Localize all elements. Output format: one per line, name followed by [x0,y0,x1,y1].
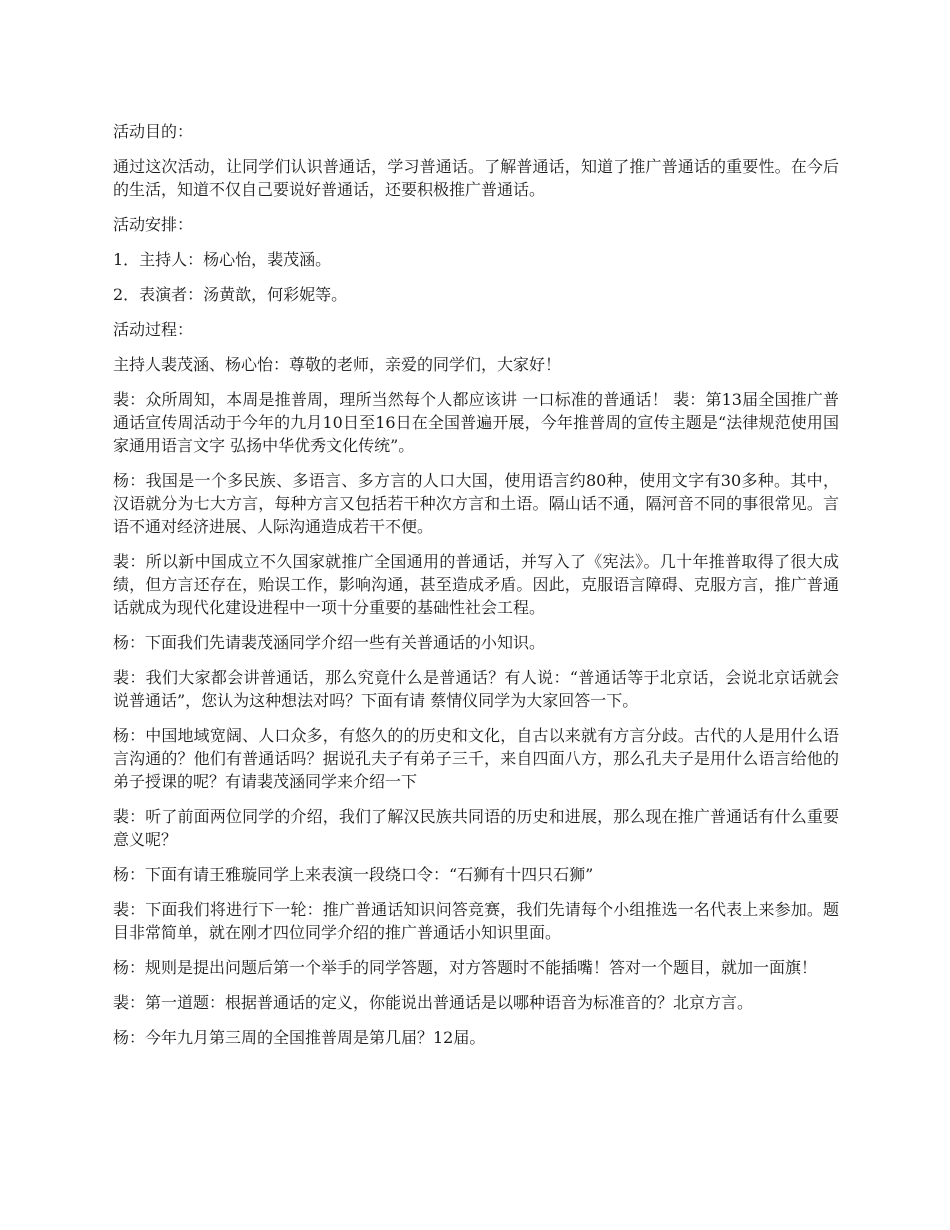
dialogue-line: 裴：众所周知，本周是推普周，理所当然每个人都应该讲 一口标准的普通话！ 裴：第13届全国推广普通话宣传周活动于今年的九月10日至16日在全国普遍开展，今年推普周的宣传主题是“法律规范使用国家通用语言文字 弘扬中华优秀文化传统”。 [113,390,839,455]
list-item-performers: 2．表演者：汤黄歆，何彩妮等。 [113,285,348,304]
heading-activity-arrangement: 活动安排： [113,215,194,234]
dialogue-line: 杨：中国地域宽阔、人口众多，有悠久的的历史和文化，自古以来就有方言分歧。古代的人是用什么语言沟通的？他们有普通话吗？据说孔夫子有弟子三千，来自四面八方，那么孔夫子是用什么语言给他的弟子授课的呢？有请裴茂涵同学来介绍一下 [113,726,839,791]
dialogue-line: 杨：我国是一个多民族、多语言、多方言的人口大国，使用语言约80种，使用文字有30多种。其中，汉语就分为七大方言，每种方言又包括若干种次方言和土语。隔山话不通，隔河音不同的事很常见。言语不通对经济进展、人际沟通造成若干不便。 [113,471,839,536]
paragraph-purpose-text: 通过这次活动，让同学们认识普通话，学习普通话。了解普通话，知道了推广普通话的重要性。在今后的生活，知道不仅自己要说好普通话，还要积极推广普通话。 [113,157,839,199]
dialogue-line: 裴：我们大家都会讲普通话，那么究竟什么是普通话？有人说：“普通话等于北京话，会说北京话就会说普通话”，您认为这种想法对吗？下面有请 蔡情仪同学为大家回答一下。 [113,668,839,710]
document-page [113,120,839,1061]
dialogue-line: 杨：规则是提出问题后第一个举手的同学答题，对方答题时不能插嘴！答对一个题目，就加一面旗！ [113,958,818,977]
dialogue-line: 裴：下面我们将进行下一轮：推广普通话知识问答竞赛，我们先请每个小组推选一名代表上来参加。题目非常简单，就在刚才四位同学介绍的推广普通话小知识里面。 [113,900,839,942]
list-item-host: 1．主持人：杨心怡，裴茂涵。 [113,250,332,269]
dialogue-line: 裴：听了前面两位同学的介绍，我们了解汉民族共同语的历史和进展，那么现在推广普通话有什么重要意义呢？ [113,807,839,849]
heading-activity-purpose: 活动目的： [113,122,194,141]
dialogue-line: 杨：今年九月第三周的全国推普周是第几届？12届。 [113,1028,486,1047]
dialogue-line: 主持人裴茂涵、杨心怡：尊敬的老师，亲爱的同学们，大家好！ [113,355,562,374]
dialogue-line: 裴：所以新中国成立不久国家就推广全国通用的普通话，并写入了《宪法》。几十年推普取得了很大成绩，但方言还存在，贻误工作，影响沟通，甚至造成矛盾。因此，克服语言障碍、克服方言，推广普通话就成为现代化建设进程中一项十分重要的基础性社会工程。 [113,552,839,617]
dialogue-line: 裴：第一道题：根据普通话的定义，你能说出普通话是以哪种语音为标准音的？北京方言。 [113,993,754,1012]
dialogue-line: 杨：下面有请王雅璇同学上来表演一段绕口令：“石狮有十四只石狮” [113,865,594,884]
heading-activity-process: 活动过程： [113,320,194,339]
dialogue-line: 杨：下面我们先请裴茂涵同学介绍一些有关普通话的小知识。 [113,633,546,652]
